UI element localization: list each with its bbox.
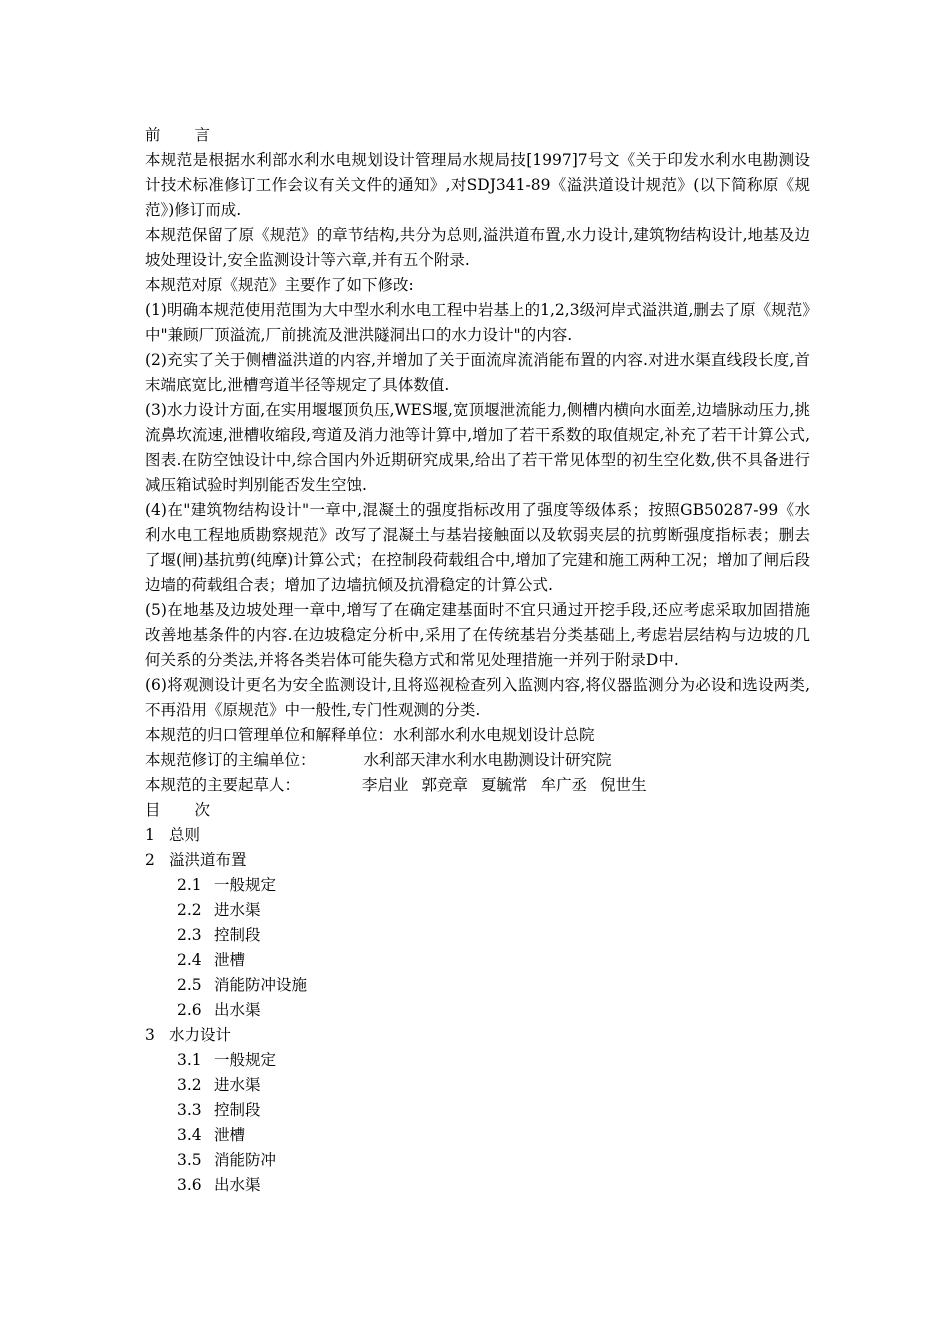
toc-chapter-title: 总则 <box>169 826 201 844</box>
toc-heading <box>145 798 810 823</box>
toc-chapter-title: 溢洪道布置 <box>169 851 247 869</box>
revision-item-3: (3)水力设计方面,在实用堰堰顶负压,WES堰,宽顶堰泄流能力,侧槽内横向水面差,边墙脉动压力,挑流鼻坎流速,泄槽收缩段,弯道及消力池等计算中,增加了若干系数的取值规定,补充了若干计算公式,图表.在防空蚀设计中,综合国内外近期研究成果,给出了若干常见体型的初生空化数,供不具备进行减压箱试验时判别能否发生空蚀. <box>145 401 810 494</box>
management-unit-value: 水利部水利水电规划设计总院 <box>393 726 595 744</box>
editor-unit-label: 本规范修订的主编单位： <box>145 751 316 769</box>
toc-section-title: 一般规定 <box>214 876 277 894</box>
toc-section-title: 出水渠 <box>214 1176 261 1194</box>
toc-section-title: 进水渠 <box>214 1076 261 1094</box>
drafters-row <box>145 773 810 798</box>
preface-paragraph-1: 本规范是根据水利部水利水电规划设计管理局水规局技[1997]7号文《关于印发水利水电勘测设计技术标准修订工作会议有关文件的通知》,对SDJ341-89《溢洪道设计规范》(以下简称原《规范》)修订而成. <box>145 151 810 219</box>
drafter-name: 牟广丞 <box>540 776 588 794</box>
preface-paragraph-3: 本规范对原《规范》主要作了如下修改: <box>145 276 414 294</box>
toc-section-number: 2.4 <box>177 951 202 969</box>
management-unit-row <box>145 723 810 748</box>
toc-section-number: 3.4 <box>177 1126 202 1144</box>
toc-section-number: 3.5 <box>177 1151 202 1169</box>
toc-section-title: 控制段 <box>214 1101 261 1119</box>
revision-item-5: (5)在地基及边坡处理一章中,增写了在确定建基面时不宜只通过开挖手段,还应考虑采取加固措施改善地基条件的内容.在边坡稳定分析中,采用了在传统基岩分类基础上,考虑岩层结构与边坡的几何关系的分类法,并将各类岩体可能失稳方式和常见处理措施一并列于附录D中. <box>145 601 810 669</box>
toc-section-title: 控制段 <box>214 926 261 944</box>
toc-section-title: 一般规定 <box>214 1051 277 1069</box>
preface-heading-char-1: 前 <box>145 126 161 144</box>
toc-section-title: 消能防冲设施 <box>214 976 308 994</box>
management-unit-label: 本规范的归口管理单位和解释单位： <box>145 726 394 744</box>
toc-section-2-3[interactable] <box>145 923 810 948</box>
drafter-name: 李启业 <box>362 776 409 794</box>
toc-section-number: 2.1 <box>177 876 202 894</box>
toc-section-number: 3.6 <box>177 1176 202 1194</box>
toc-heading-char-2: 次 <box>194 801 211 819</box>
toc-chapter-1[interactable] <box>145 823 810 848</box>
revision-item-1: (1)明确本规范使用范围为大中型水利水电工程中岩基上的1,2,3级河岸式溢洪道,删去了原《规范》中"兼顾厂顶溢流,厂前挑流及泄洪隧洞出口的水力设计"的内容. <box>145 301 810 344</box>
toc-section-title: 泄槽 <box>214 1126 246 1144</box>
preface-paragraph-2: 本规范保留了原《规范》的章节结构,共分为总则,溢洪道布置,水力设计,建筑物结构设计,地基及边坡处理设计,安全监测设计等六章,并有五个附录. <box>145 226 810 269</box>
toc-section-number: 2.2 <box>177 901 202 919</box>
toc-section-3-3[interactable] <box>145 1098 810 1123</box>
toc-chapter-number: 1 <box>145 826 155 844</box>
preface-heading-char-2: 言 <box>194 126 211 144</box>
toc-heading-char-1: 目 <box>145 801 161 819</box>
toc-chapter-number: 3 <box>145 1026 155 1044</box>
toc-section-title: 泄槽 <box>214 951 246 969</box>
toc-section-2-5[interactable] <box>145 973 810 998</box>
drafter-name: 夏毓常 <box>481 776 528 794</box>
toc-section-number: 2.5 <box>177 976 202 994</box>
toc-section-title: 进水渠 <box>214 901 261 919</box>
toc-chapter-title: 水力设计 <box>169 1026 232 1044</box>
toc-section-2-6[interactable] <box>145 998 810 1023</box>
toc-section-2-4[interactable] <box>145 948 810 973</box>
toc-section-title: 出水渠 <box>214 1001 261 1019</box>
toc-section-number: 2.3 <box>177 926 202 944</box>
preface-heading <box>145 123 810 148</box>
toc-chapter-2[interactable] <box>145 848 810 873</box>
editor-unit-value: 水利部天津水利水电勘测设计研究院 <box>363 751 612 769</box>
toc-section-title: 消能防冲 <box>214 1151 277 1169</box>
drafters-list <box>362 773 660 798</box>
drafters-label: 本规范的主要起草人： <box>145 776 301 794</box>
toc-section-number: 2.6 <box>177 1001 202 1019</box>
revision-item-4: (4)在"建筑物结构设计"一章中,混凝土的强度指标改用了强度等级体系；按照GB50287-99《水利水电工程地质勘察规范》改写了混凝土与基岩接触面以及软弱夹层的抗剪断强度指标表；删去了堰(闸)基抗剪(纯摩)计算公式；在控制段荷载组合中,增加了完建和施工两种工况；增加了闸后段边墙的荷载组合表；增加了边墙抗倾及抗滑稳定的计算公式. <box>145 501 810 594</box>
revision-item-2: (2)充实了关于侧槽溢洪道的内容,并增加了关于面流戽流消能布置的内容.对进水渠直线段长度,首末端底宽比,泄槽弯道半径等规定了具体数值. <box>145 351 810 394</box>
editor-unit-row <box>145 748 810 773</box>
drafter-name: 倪世生 <box>600 776 647 794</box>
toc-chapter-number: 2 <box>145 851 155 869</box>
toc-section-number: 3.1 <box>177 1051 202 1069</box>
toc-section-2-1[interactable] <box>145 873 810 898</box>
toc-section-3-2[interactable] <box>145 1073 810 1098</box>
revision-item-6: (6)将观测设计更名为安全监测设计,且将巡视检查列入监测内容,将仪器监测分为必设和选设两类,不再沿用《原规范》中一般性,专门性观测的分类. <box>145 676 810 719</box>
toc-section-number: 3.2 <box>177 1076 202 1094</box>
toc-section-3-4[interactable] <box>145 1123 810 1148</box>
drafter-name: 郭竞章 <box>421 776 469 794</box>
toc-section-3-5[interactable] <box>145 1148 810 1173</box>
document-page <box>145 123 810 1198</box>
toc-section-3-6[interactable] <box>145 1173 810 1198</box>
toc-chapter-3[interactable] <box>145 1023 810 1048</box>
toc-section-number: 3.3 <box>177 1101 202 1119</box>
toc-section-2-2[interactable] <box>145 898 810 923</box>
toc-section-3-1[interactable] <box>145 1048 810 1073</box>
